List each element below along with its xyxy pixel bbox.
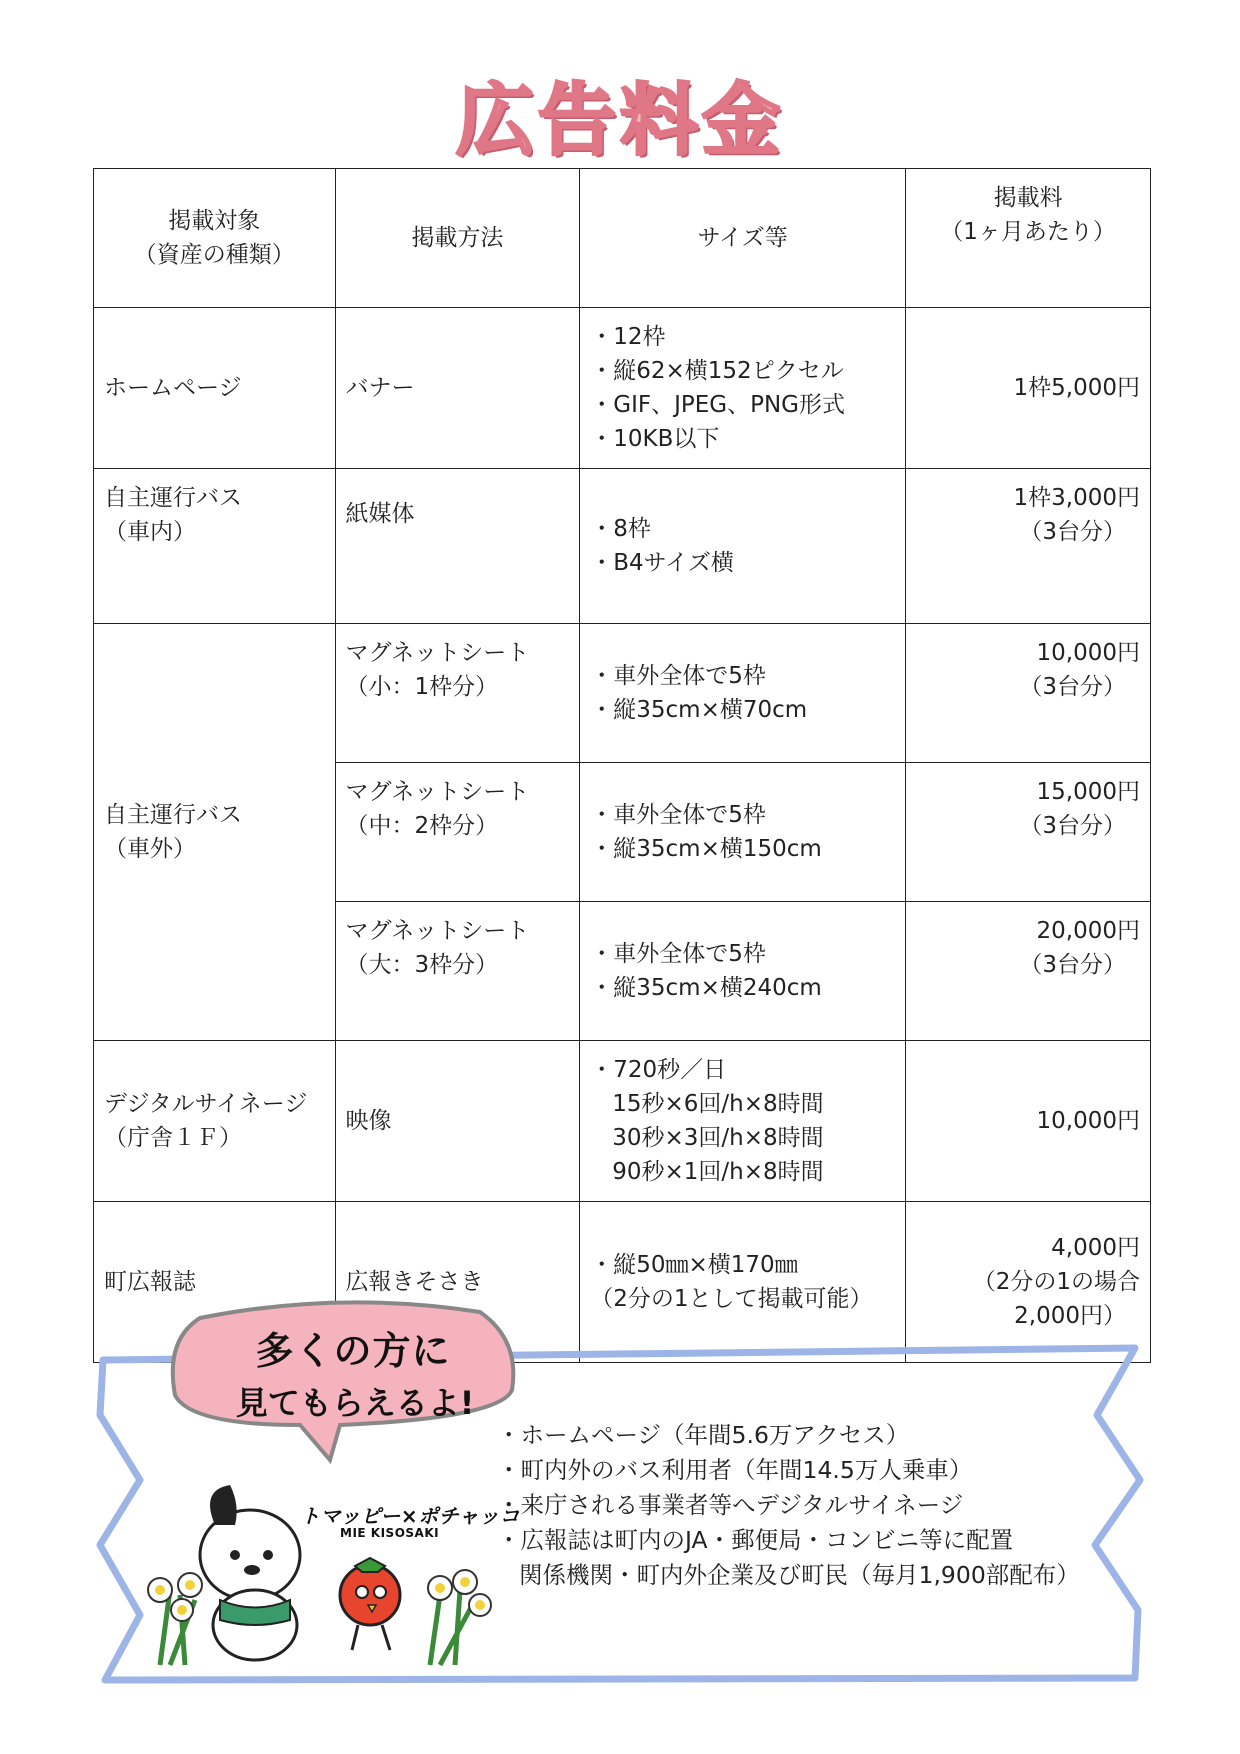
cell-target: デジタルサイネージ （庁舎１Ｆ） bbox=[94, 1041, 336, 1202]
cell-target: 自主運行バス （車内） bbox=[94, 469, 336, 624]
bubble-line2: 見てもらえるよ! bbox=[235, 1384, 475, 1422]
table-row bbox=[94, 469, 1151, 624]
cell-target: 自主運行バス （車外） bbox=[94, 624, 336, 1041]
flower-left bbox=[148, 1573, 202, 1665]
pochacco-character bbox=[200, 1485, 300, 1660]
cell-fee: 4,000円 （2分の1の場合 2,000円） bbox=[906, 1202, 1151, 1363]
cell-method: 紙媒体 bbox=[335, 469, 580, 624]
reach-list bbox=[497, 1418, 1080, 1593]
header-method: 掲載方法 bbox=[335, 169, 580, 308]
table-row bbox=[94, 1041, 1151, 1202]
cell-method: バナー bbox=[335, 308, 580, 469]
cell-fee: 1枠5,000円 bbox=[906, 308, 1151, 469]
list-item: ・広報誌は町内のJA・郵便局・コンビニ等に配置 bbox=[497, 1526, 1014, 1554]
cell-fee: 15,000円 （3台分） bbox=[906, 763, 1151, 902]
cell-fee: 1枠3,000円 （3台分） bbox=[906, 469, 1151, 624]
page-title: 広告料金 bbox=[455, 76, 784, 166]
cell-method: マグネットシート （小：1枠分） bbox=[335, 624, 580, 763]
table-row bbox=[94, 308, 1151, 469]
cell-size: ・8枠 ・B4サイズ横 bbox=[580, 469, 906, 624]
cell-size: ・12枠 ・縦62×横152ピクセル ・GIF、JPEG、PNG形式 ・10KB以下 bbox=[580, 308, 906, 469]
table-row bbox=[94, 624, 1151, 763]
header-target: 掲載対象 （資産の種類） bbox=[94, 169, 336, 308]
mascot-logo: トマッピー×ポチャッコ bbox=[300, 1504, 521, 1528]
cell-size: ・車外全体で5枠 ・縦35cm×横150cm bbox=[580, 763, 906, 902]
list-item: ・ホームページ（年間5.6万アクセス） bbox=[497, 1421, 910, 1449]
cell-method: マグネットシート （中：2枠分） bbox=[335, 763, 580, 902]
cell-fee: 10,000円 bbox=[906, 1041, 1151, 1202]
mascot-logo-sub: MIE KISOSAKI bbox=[340, 1526, 440, 1540]
list-item: ・町内外のバス利用者（年間14.5万人乗車） bbox=[497, 1456, 973, 1484]
cell-size: ・車外全体で5枠 ・縦35cm×横240cm bbox=[580, 902, 906, 1041]
cell-fee: 20,000円 （3台分） bbox=[906, 902, 1151, 1041]
cell-method: 映像 bbox=[335, 1041, 580, 1202]
cell-method: マグネットシート （大：3枠分） bbox=[335, 902, 580, 1041]
tomappy-character bbox=[340, 1558, 400, 1650]
header-size: サイズ等 bbox=[580, 169, 906, 308]
flower-right bbox=[428, 1570, 491, 1665]
list-item: ・来庁される事業者等へデジタルサイネージ bbox=[497, 1491, 964, 1519]
cell-method: 広報きそさき bbox=[335, 1202, 580, 1363]
cell-size: ・車外全体で5枠 ・縦35cm×横70cm bbox=[580, 624, 906, 763]
cell-fee: 10,000円 （3台分） bbox=[906, 624, 1151, 763]
list-item: 関係機関・町内外企業及び町民（毎月1,900部配布） bbox=[519, 1561, 1080, 1589]
mascot-illustration bbox=[140, 1470, 500, 1670]
cell-size: ・720秒／日 15秒×6回/h×8時間 30秒×3回/h×8時間 90秒×1回/h×8時間 bbox=[580, 1041, 906, 1202]
cell-target: ホームページ bbox=[94, 308, 336, 469]
header-row bbox=[94, 169, 1151, 308]
header-fee: 掲載料 （1ヶ月あたり） bbox=[906, 169, 1151, 308]
fee-table bbox=[93, 168, 1151, 1363]
cell-target: 町広報誌 bbox=[94, 1202, 336, 1363]
bubble-line1: 多くの方に bbox=[255, 1329, 451, 1373]
cell-size: ・縦50㎜×横170㎜ （2分の1として掲載可能） bbox=[580, 1202, 906, 1363]
